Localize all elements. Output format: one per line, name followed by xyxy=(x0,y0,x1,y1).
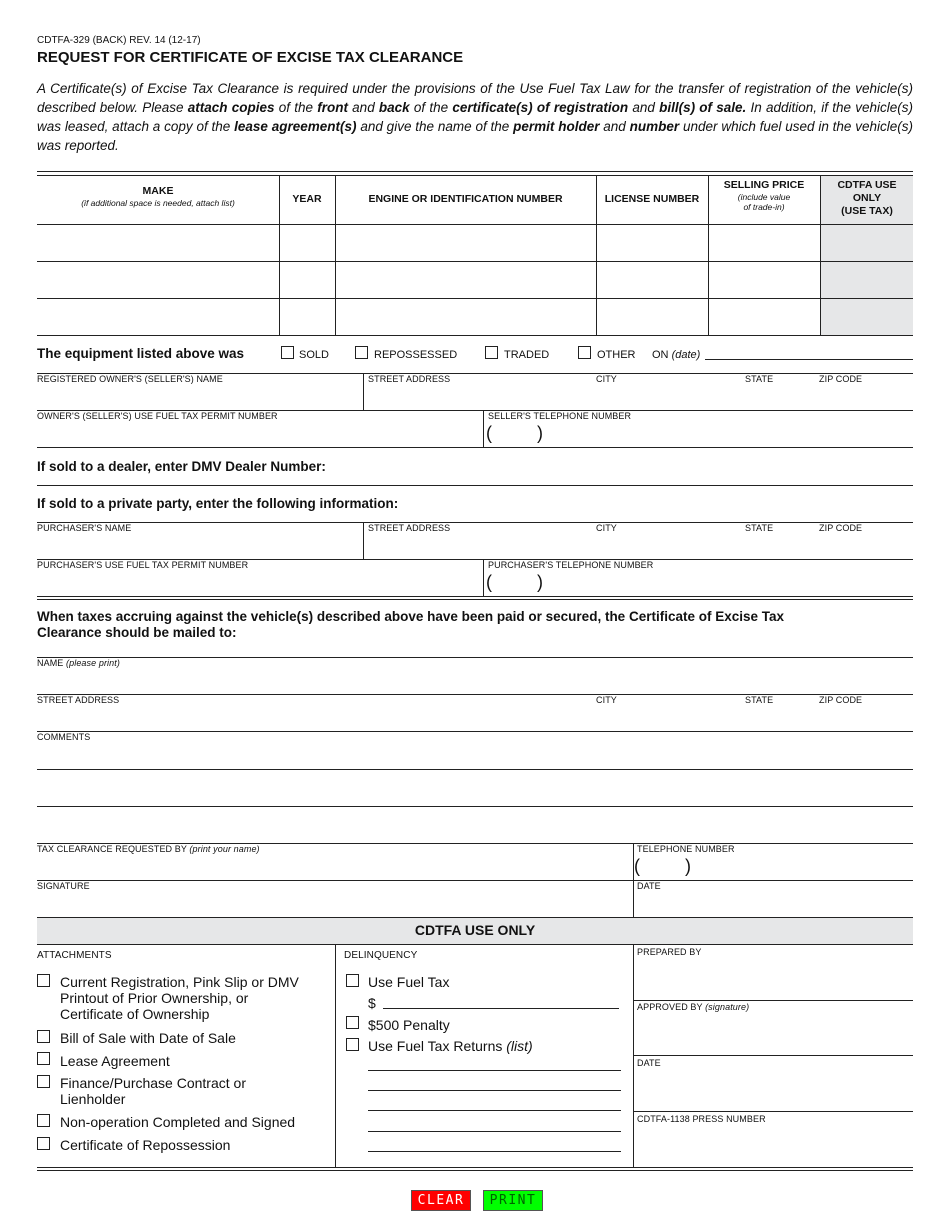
seller-permit-label: OWNER'S (SELLER'S) USE FUEL TAX PERMIT NUMBER xyxy=(37,411,278,421)
del2-checkbox[interactable] xyxy=(346,1016,359,1029)
dealer-label: If sold to a dealer, enter DMV Dealer Number: xyxy=(37,459,326,474)
purchaser-state-label: STATE xyxy=(745,523,774,533)
request-phone-area-code[interactable]: ( ) xyxy=(634,856,691,876)
att6-checkbox[interactable] xyxy=(37,1137,50,1150)
vehicle-row-1-make[interactable] xyxy=(37,225,279,261)
repossessed-label: REPOSSESSED xyxy=(374,349,458,361)
vehicle-row-1-license[interactable] xyxy=(597,225,708,261)
purchaser-permit-label: PURCHASER'S USE FUEL TAX PERMIT NUMBER xyxy=(37,560,249,570)
att2-checkbox[interactable] xyxy=(37,1030,50,1043)
vehicle-row-2-year[interactable] xyxy=(280,262,335,298)
signature-label: SIGNATURE xyxy=(37,881,90,891)
returns-line-4[interactable] xyxy=(368,1131,621,1132)
att3-label: Lease Agreement xyxy=(60,1053,170,1069)
mail-street-label: STREET ADDRESS xyxy=(37,695,120,705)
vehicle-row-3-make[interactable] xyxy=(37,299,279,335)
seller-city-label: CITY xyxy=(596,374,617,384)
mail-name-label: NAME (please print) xyxy=(37,658,120,668)
col-license: LICENSE NUMBER xyxy=(604,193,700,205)
returns-line-5[interactable] xyxy=(368,1151,621,1152)
vehicle-row-1-price[interactable] xyxy=(709,225,820,261)
att4-checkbox[interactable] xyxy=(37,1075,50,1088)
delinquency-label: DELINQUENCY xyxy=(344,950,418,961)
mail-zip-label: ZIP CODE xyxy=(819,695,863,705)
att5-checkbox[interactable] xyxy=(37,1114,50,1127)
seller-street-label: STREET ADDRESS xyxy=(368,374,451,384)
att5-label: Non-operation Completed and Signed xyxy=(60,1114,296,1130)
vehicle-row-2-license[interactable] xyxy=(597,262,708,298)
comments-label: COMMENTS xyxy=(37,732,91,742)
vehicle-row-2-engine[interactable] xyxy=(336,262,596,298)
clear-button[interactable]: CLEAR xyxy=(411,1190,471,1211)
del2-label: $500 Penalty xyxy=(368,1017,450,1033)
purchaser-street-label: STREET ADDRESS xyxy=(368,523,451,533)
att2-label: Bill of Sale with Date of Sale xyxy=(60,1030,236,1046)
form-title: REQUEST FOR CERTIFICATE OF EXCISE TAX CLEARANCE xyxy=(37,49,464,66)
requested-by-label: TAX CLEARANCE REQUESTED BY (print your name) xyxy=(37,844,260,854)
purchaser-city-label: CITY xyxy=(596,523,617,533)
on-date-field[interactable] xyxy=(705,359,913,360)
on-date-label: ON (date) xyxy=(652,349,701,361)
repossessed-checkbox[interactable] xyxy=(355,346,368,359)
vehicle-row-3-price[interactable] xyxy=(709,299,820,335)
att3-checkbox[interactable] xyxy=(37,1052,50,1065)
mail-city-label: CITY xyxy=(596,695,617,705)
del1-checkbox[interactable] xyxy=(346,974,359,987)
traded-checkbox[interactable] xyxy=(485,346,498,359)
cdtfa-use-only-title: CDTFA USE ONLY xyxy=(414,922,536,938)
del3-label: Use Fuel Tax Returns (list) xyxy=(368,1038,533,1054)
mail-instructions: When taxes accruing against the vehicle(s) described above have been paid or secured, the Certificate of Excise Tax Clearance should be mailed to: xyxy=(37,609,785,640)
att1-checkbox[interactable] xyxy=(37,974,50,987)
col-engine: ENGINE OR IDENTIFICATION NUMBER xyxy=(368,193,563,205)
request-phone-label: TELEPHONE NUMBER xyxy=(637,844,735,854)
purchaser-name-label: PURCHASER'S NAME xyxy=(37,523,132,533)
del3-checkbox[interactable] xyxy=(346,1038,359,1051)
approved-by-label: APPROVED BY (signature) xyxy=(637,1002,750,1012)
col-cdtfa-use: CDTFA USE ONLY (USE TAX) xyxy=(837,179,897,217)
att4-label: Finance/Purchase Contract or Lienholder xyxy=(60,1075,246,1107)
seller-state-label: STATE xyxy=(745,374,774,384)
prepared-by-label: PREPARED BY xyxy=(637,947,702,957)
vehicle-row-3-license[interactable] xyxy=(597,299,708,335)
att6-label: Certificate of Repossession xyxy=(60,1137,231,1153)
vehicle-row-1-engine[interactable] xyxy=(336,225,596,261)
vehicle-row-2-make[interactable] xyxy=(37,262,279,298)
vehicle-row-2-price[interactable] xyxy=(709,262,820,298)
cdtfa-date-label: DATE xyxy=(637,1058,661,1068)
seller-phone-area-code[interactable]: ( ) xyxy=(486,423,543,443)
returns-line-2[interactable] xyxy=(368,1090,621,1091)
purchaser-zip-label: ZIP CODE xyxy=(819,523,863,533)
vehicle-row-1-year[interactable] xyxy=(280,225,335,261)
form-id: CDTFA-329 (BACK) REV. 14 (12-17) xyxy=(37,35,201,46)
press-number-label: CDTFA-1138 PRESS NUMBER xyxy=(637,1114,766,1124)
private-party-label: If sold to a private party, enter the following information: xyxy=(37,496,399,511)
other-checkbox[interactable] xyxy=(578,346,591,359)
sold-label: SOLD xyxy=(299,349,329,361)
att1-label: Current Registration, Pink Slip or DMV Printout of Prior Ownership, or Certificate of Ownership xyxy=(60,974,299,1022)
print-button[interactable]: PRINT xyxy=(483,1190,543,1211)
seller-zip-label: ZIP CODE xyxy=(819,374,863,384)
returns-line-1[interactable] xyxy=(368,1070,621,1071)
dollar-sign: $ xyxy=(368,995,376,1011)
vehicle-row-3-year[interactable] xyxy=(280,299,335,335)
attachments-label: ATTACHMENTS xyxy=(37,950,112,961)
mail-state-label: STATE xyxy=(745,695,774,705)
col-year: YEAR xyxy=(292,193,322,205)
returns-line-3[interactable] xyxy=(368,1110,621,1111)
use-fuel-tax-amount-field[interactable] xyxy=(383,1008,619,1009)
vehicle-row-3-engine[interactable] xyxy=(336,299,596,335)
request-date-label: DATE xyxy=(637,881,661,891)
col-selling-price: SELLING PRICE (include value of trade-in) xyxy=(723,179,805,212)
seller-name-label: REGISTERED OWNER'S (SELLER'S) NAME xyxy=(37,374,223,384)
seller-phone-label: SELLER'S TELEPHONE NUMBER xyxy=(488,411,632,421)
equipment-label: The equipment listed above was xyxy=(37,346,245,361)
purchaser-phone-label: PURCHASER'S TELEPHONE NUMBER xyxy=(488,560,654,570)
other-label: OTHER xyxy=(597,349,636,361)
intro-paragraph: A Certificate(s) of Excise Tax Clearance is required under the provisions of the Use Fuel Tax Law for the transfer of registration of the vehicle(s) described below. Please attach copies of the front and back of the certificate(s) of registration and bill(s) of sale. In addition, if the vehicle(s) was leased, attach a copy of the lease agreement(s) and give the name of the permit holder and number under which fuel used in the vehicle(s) was reported. xyxy=(37,81,914,153)
traded-label: TRADED xyxy=(504,349,550,361)
sold-checkbox[interactable] xyxy=(281,346,294,359)
purchaser-phone-area-code[interactable]: ( ) xyxy=(486,572,543,592)
col-make: MAKE (if additional space is needed, attach list) xyxy=(81,185,235,208)
del1-label: Use Fuel Tax xyxy=(368,974,450,990)
